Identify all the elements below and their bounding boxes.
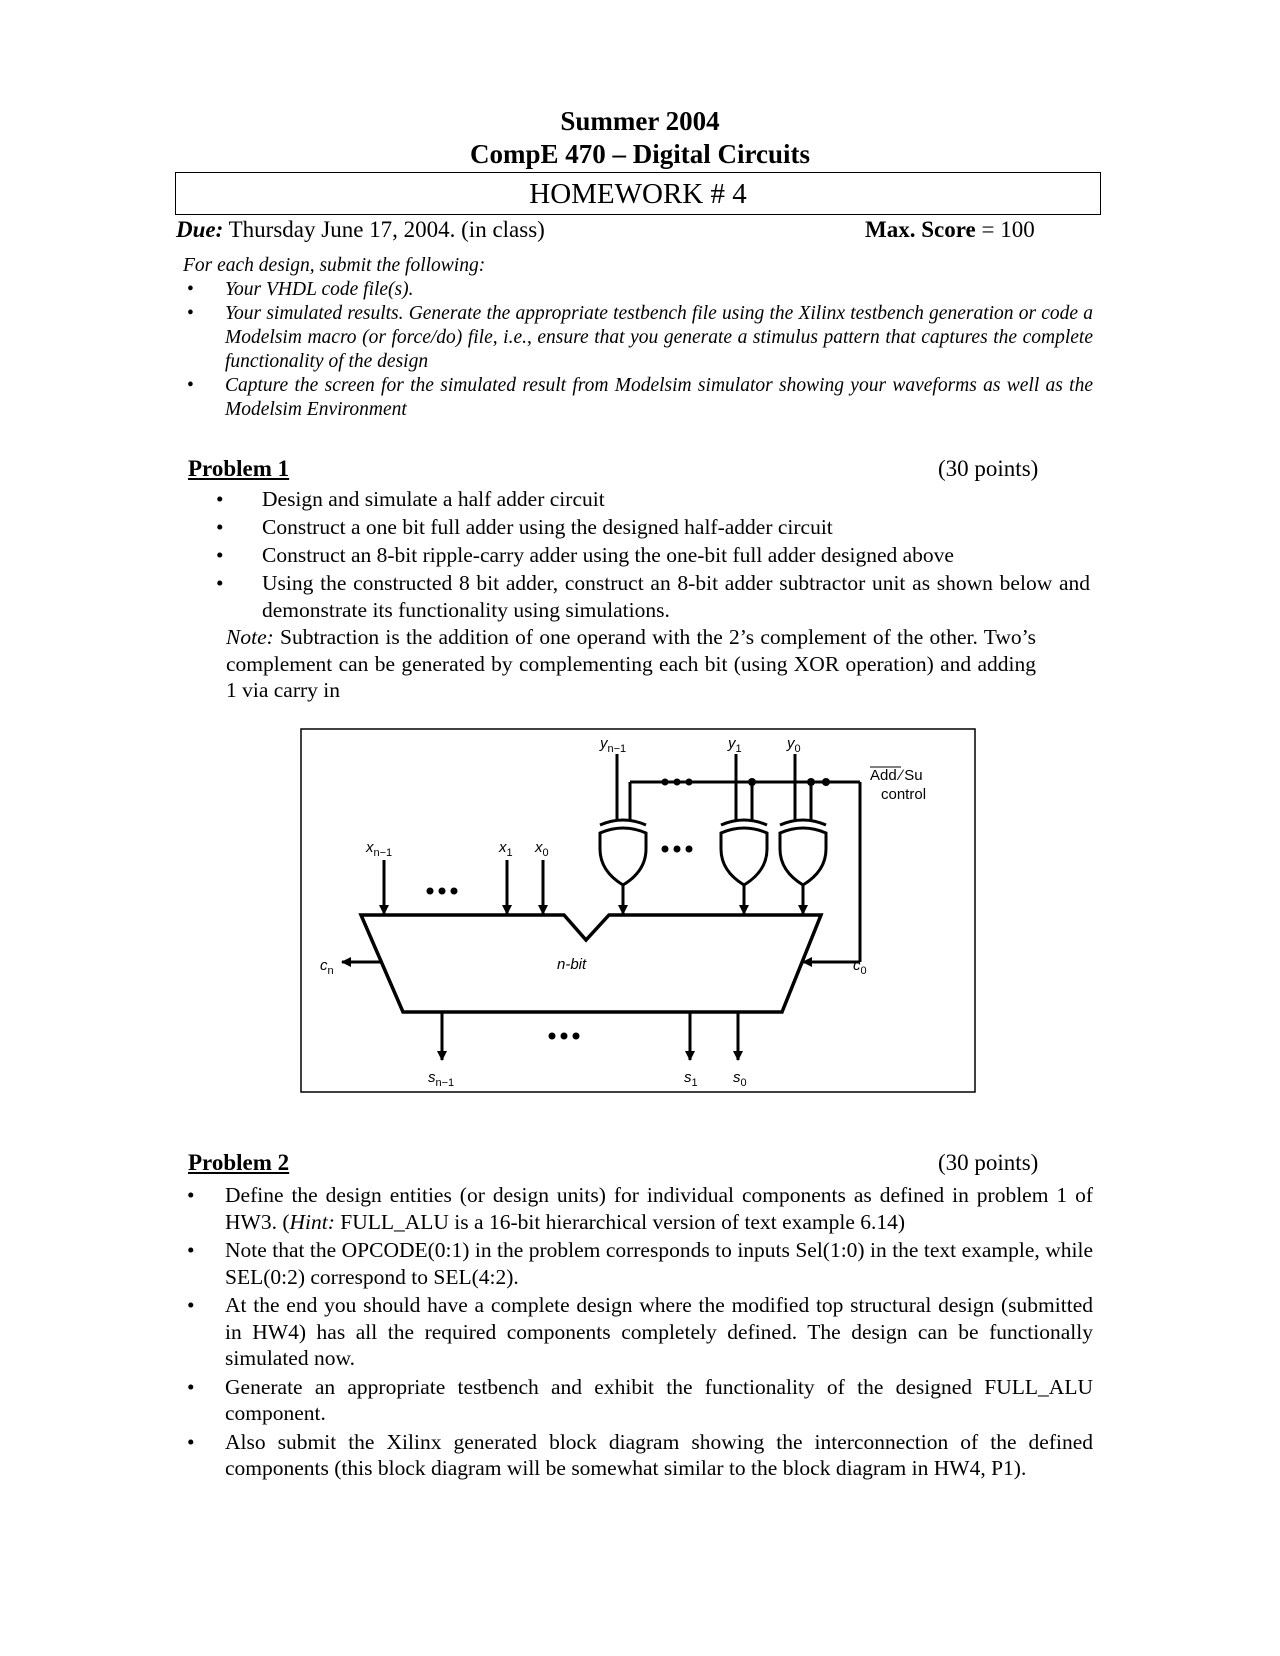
problem1-note <box>226 624 1036 704</box>
problem1-title: Problem 1 <box>188 456 290 481</box>
list-item: • Capture the screen for the simulated result from Modelsim simulator showing your waveforms as well as the Modelsim Environment <box>183 374 1093 422</box>
term-heading: Summer 2004 <box>560 106 720 136</box>
submission-instructions <box>183 254 1093 422</box>
list-item: • Generate an appropriate testbench and exhibit the functionality of the designed FULL_ALU component. <box>183 1374 1093 1427</box>
n-bit-adder-block <box>361 915 821 1012</box>
note-text: Subtraction is the addition of one operand with the 2’s complement of the other. Two’s complement can be generated by complementing each bit (using XOR operation) and adding 1 via carry in <box>226 625 1036 702</box>
list-item: • Define the design entities (or design units) for individual components as defined in problem 1 of HW3. (Hint: FULL_ALU is a 16-bit hierarchical version of text example 6.14) <box>183 1182 1093 1235</box>
instructions-list <box>183 278 1093 422</box>
x-n1-label: $x_{n-1}$ <box>366 839 393 859</box>
ellipsis-dots <box>427 888 458 895</box>
list-item: • Your simulated results. Generate the appropriate testbench file using the Xilinx testbench generation or code a Modelsim macro (or force/do) file, i.e., ensure that you generate a stimulus pattern that captures the complete functionality of the design <box>183 302 1093 374</box>
note-label: Note: <box>226 625 274 649</box>
problem1-list <box>212 486 1090 625</box>
ellipsis-dots <box>662 779 693 786</box>
junction-dot <box>822 778 830 786</box>
s-n1-label: $s_{n-1}$ <box>428 1069 455 1089</box>
cn-label: $c_n$ <box>320 957 334 977</box>
control-label: control <box>881 786 927 803</box>
xor-gate <box>721 820 767 885</box>
list-item: • Your VHDL code file(s). <box>183 278 1093 302</box>
due-label: Due: <box>176 217 224 242</box>
max-score-value: = 100 <box>981 217 1035 242</box>
add-sub-label: Add ∕ Su <box>870 767 923 784</box>
y-n1-label: $y_{n-1}$ <box>600 735 627 755</box>
list-item: • Note that the OPCODE(0:1) in the problem corresponds to inputs Sel(1:0) in the text example, while SEL(0:2) correspond to SEL(4:2). <box>183 1237 1093 1290</box>
x-0-label: $x_0$ <box>535 839 549 859</box>
problem2-list <box>183 1182 1093 1484</box>
max-score-label: Max. Score <box>865 217 976 242</box>
adder-label: n-bit <box>557 956 587 973</box>
y-1-label: $y_1$ <box>728 735 742 755</box>
s-0-label: $s_0$ <box>733 1069 747 1089</box>
s-1-label: $s_1$ <box>684 1069 698 1089</box>
list-item: • Construct a one bit full adder using the designed half-adder circuit <box>212 514 1090 541</box>
max-score <box>865 217 1035 243</box>
list-item: • Also submit the Xilinx generated block diagram showing the interconnection of the defined components (this block diagram will be somewhat similar to the block diagram in HW4, P1). <box>183 1429 1093 1482</box>
problem2-title: Problem 2 <box>188 1150 290 1175</box>
problem1-points: (30 points) <box>938 456 1039 481</box>
y-0-label: $y_0$ <box>787 735 801 755</box>
list-item: • Using the constructed 8 bit adder, construct an 8-bit adder subtractor unit as shown below and demonstrate its functionality using simulations. <box>212 570 1090 624</box>
ellipsis-dots <box>662 846 693 853</box>
adder-subtractor-diagram <box>300 728 976 1093</box>
problem2-points: (30 points) <box>938 1150 1039 1175</box>
due-date: Thursday June 17, 2004. (in class) <box>228 217 545 242</box>
list-item: • Construct an 8-bit ripple-carry adder using the one-bit full adder designed above <box>212 542 1090 569</box>
due-line <box>176 217 545 243</box>
ellipsis-dots <box>549 1033 580 1040</box>
xor-gate <box>600 820 646 885</box>
instructions-lead: For each design, submit the following: <box>183 255 486 276</box>
xor-gate <box>780 820 826 885</box>
list-item: • At the end you should have a complete design where the modified top structural design (submitted in HW4) has all the required components completely defined. The design can be functionally simulated now. <box>183 1292 1093 1372</box>
x-1-label: $x_1$ <box>499 839 513 859</box>
homework-title: HOMEWORK # 4 <box>175 172 1101 215</box>
course-heading: CompE 470 – Digital Circuits <box>469 139 810 169</box>
c0-label: $c_0$ <box>853 957 867 977</box>
list-item: • Design and simulate a half adder circuit <box>212 486 1090 513</box>
